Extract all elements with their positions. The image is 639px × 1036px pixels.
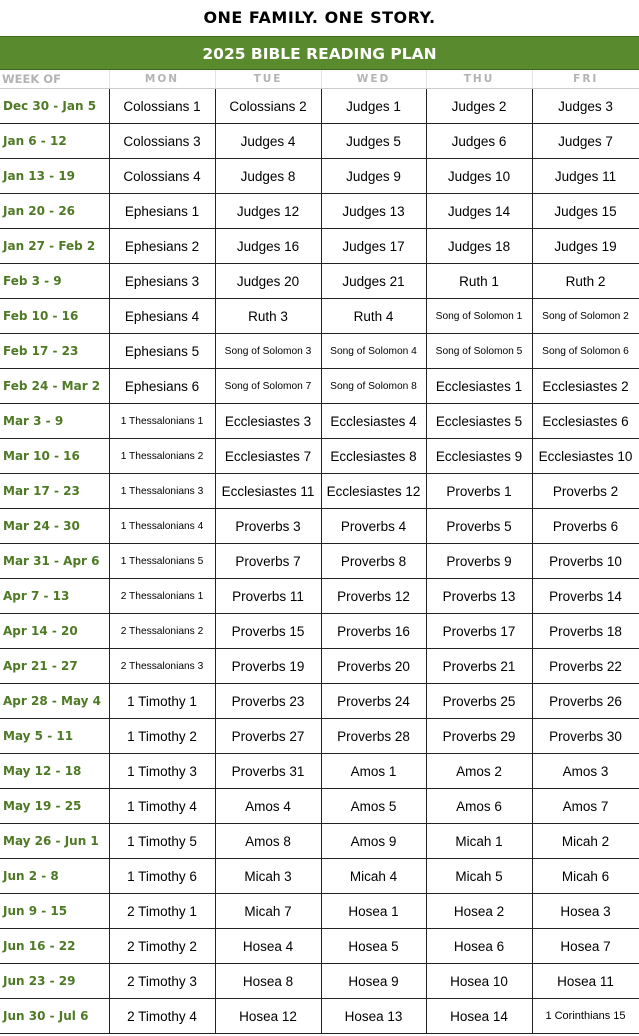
table-row [0, 369, 639, 404]
reading-cell-mon: Ephesians 1 [109, 194, 215, 229]
reading-cell-wed: Proverbs 8 [321, 544, 426, 579]
table-row [0, 299, 639, 334]
table-row [0, 264, 639, 299]
table-row [0, 509, 639, 544]
reading-cell-thu: Ecclesiastes 1 [426, 369, 532, 404]
reading-cell-thu: Proverbs 25 [426, 684, 532, 719]
week-of-cell: Jun 2 - 8 [0, 859, 109, 894]
reading-cell-tue: Song of Solomon 3 [215, 334, 321, 369]
week-of-cell: Mar 10 - 16 [0, 439, 109, 474]
reading-cell-mon: 1 Timothy 2 [109, 719, 215, 754]
reading-cell-fri: Micah 2 [532, 824, 639, 859]
week-of-cell: Feb 17 - 23 [0, 334, 109, 369]
reading-cell-fri: Amos 7 [532, 789, 639, 824]
reading-cell-wed: Judges 5 [321, 124, 426, 159]
reading-cell-mon: Ephesians 4 [109, 299, 215, 334]
reading-cell-wed: Amos 1 [321, 754, 426, 789]
reading-cell-wed: Judges 9 [321, 159, 426, 194]
week-of-cell: Feb 24 - Mar 2 [0, 369, 109, 404]
reading-cell-tue: Amos 8 [215, 824, 321, 859]
reading-cell-mon: Colossians 1 [109, 89, 215, 124]
reading-cell-tue: Ecclesiastes 3 [215, 404, 321, 439]
table-row [0, 229, 639, 264]
week-of-cell: Mar 24 - 30 [0, 509, 109, 544]
week-of-cell: Jun 30 - Jul 6 [0, 999, 109, 1034]
reading-cell-thu: Micah 5 [426, 859, 532, 894]
reading-cell-wed: Ecclesiastes 8 [321, 439, 426, 474]
reading-cell-mon: 2 Timothy 3 [109, 964, 215, 999]
reading-cell-mon: 1 Thessalonians 2 [109, 439, 215, 474]
reading-cell-thu: Song of Solomon 1 [426, 299, 532, 334]
week-of-cell: May 19 - 25 [0, 789, 109, 824]
table-row [0, 649, 639, 684]
table-row [0, 859, 639, 894]
reading-cell-fri: Proverbs 2 [532, 474, 639, 509]
reading-cell-fri: Ruth 2 [532, 264, 639, 299]
reading-cell-wed: Judges 13 [321, 194, 426, 229]
reading-cell-fri: Amos 3 [532, 754, 639, 789]
table-row [0, 824, 639, 859]
reading-cell-tue: Colossians 2 [215, 89, 321, 124]
reading-cell-mon: 2 Timothy 1 [109, 894, 215, 929]
table-row [0, 964, 639, 999]
reading-cell-wed: Hosea 13 [321, 999, 426, 1034]
reading-cell-tue: Hosea 4 [215, 929, 321, 964]
week-of-cell: Apr 28 - May 4 [0, 684, 109, 719]
week-of-cell: Jan 27 - Feb 2 [0, 229, 109, 264]
table-row [0, 579, 639, 614]
week-of-cell: Jun 23 - 29 [0, 964, 109, 999]
reading-cell-mon: 1 Timothy 3 [109, 754, 215, 789]
week-of-cell: Jan 20 - 26 [0, 194, 109, 229]
reading-cell-fri: Ecclesiastes 2 [532, 369, 639, 404]
table-row [0, 439, 639, 474]
reading-cell-tue: Judges 12 [215, 194, 321, 229]
reading-cell-tue: Song of Solomon 7 [215, 369, 321, 404]
reading-cell-fri: Song of Solomon 2 [532, 299, 639, 334]
reading-cell-thu: Proverbs 21 [426, 649, 532, 684]
table-row [0, 754, 639, 789]
table-row [0, 719, 639, 754]
reading-cell-tue: Ecclesiastes 11 [215, 474, 321, 509]
reading-cell-mon: 1 Thessalonians 4 [109, 509, 215, 544]
reading-cell-thu: Hosea 6 [426, 929, 532, 964]
reading-cell-thu: Hosea 10 [426, 964, 532, 999]
reading-cell-fri: Judges 7 [532, 124, 639, 159]
table-row [0, 894, 639, 929]
table-row [0, 474, 639, 509]
reading-cell-mon: 1 Timothy 4 [109, 789, 215, 824]
reading-cell-fri: Ecclesiastes 6 [532, 404, 639, 439]
table-row [0, 614, 639, 649]
reading-cell-wed: Judges 1 [321, 89, 426, 124]
reading-cell-mon: 1 Thessalonians 5 [109, 544, 215, 579]
reading-cell-wed: Micah 4 [321, 859, 426, 894]
reading-cell-fri: Hosea 3 [532, 894, 639, 929]
column-header-thu: THU [426, 70, 532, 89]
column-header-mon: MON [109, 70, 215, 89]
reading-cell-mon: 2 Thessalonians 2 [109, 614, 215, 649]
reading-cell-tue: Hosea 8 [215, 964, 321, 999]
reading-cell-mon: Colossians 4 [109, 159, 215, 194]
reading-cell-fri: Song of Solomon 6 [532, 334, 639, 369]
reading-cell-tue: Amos 4 [215, 789, 321, 824]
week-of-cell: Jun 16 - 22 [0, 929, 109, 964]
reading-cell-thu: Judges 18 [426, 229, 532, 264]
reading-cell-thu: Proverbs 29 [426, 719, 532, 754]
column-header-wed: WED [321, 70, 426, 89]
table-body [0, 89, 639, 1034]
week-of-cell: Apr 14 - 20 [0, 614, 109, 649]
reading-cell-fri: Proverbs 26 [532, 684, 639, 719]
reading-cell-tue: Micah 7 [215, 894, 321, 929]
reading-cell-wed: Proverbs 28 [321, 719, 426, 754]
reading-cell-mon: Ephesians 3 [109, 264, 215, 299]
reading-cell-fri: Proverbs 18 [532, 614, 639, 649]
week-of-cell: Feb 3 - 9 [0, 264, 109, 299]
reading-cell-wed: Song of Solomon 8 [321, 369, 426, 404]
table-row [0, 194, 639, 229]
week-of-cell: May 12 - 18 [0, 754, 109, 789]
reading-cell-fri: Proverbs 22 [532, 649, 639, 684]
reading-cell-fri: Judges 11 [532, 159, 639, 194]
reading-plan-table [0, 70, 639, 1034]
reading-cell-fri: Hosea 11 [532, 964, 639, 999]
reading-cell-fri: Judges 3 [532, 89, 639, 124]
table-row [0, 159, 639, 194]
table-row [0, 789, 639, 824]
week-of-cell: Feb 10 - 16 [0, 299, 109, 334]
reading-cell-tue: Judges 4 [215, 124, 321, 159]
reading-cell-tue: Proverbs 15 [215, 614, 321, 649]
reading-cell-mon: 1 Timothy 5 [109, 824, 215, 859]
week-of-cell: May 26 - Jun 1 [0, 824, 109, 859]
reading-cell-tue: Proverbs 27 [215, 719, 321, 754]
reading-cell-wed: Proverbs 12 [321, 579, 426, 614]
reading-cell-thu: Micah 1 [426, 824, 532, 859]
reading-cell-tue: Judges 20 [215, 264, 321, 299]
reading-cell-mon: 2 Thessalonians 1 [109, 579, 215, 614]
reading-cell-thu: Hosea 2 [426, 894, 532, 929]
page-tagline: ONE FAMILY. ONE STORY. [203, 8, 436, 27]
column-header-week: WEEK OF [0, 70, 109, 89]
column-header-tue: TUE [215, 70, 321, 89]
column-header-fri: FRI [532, 70, 639, 89]
reading-cell-fri: Proverbs 6 [532, 509, 639, 544]
reading-cell-fri: Hosea 7 [532, 929, 639, 964]
reading-cell-tue: Micah 3 [215, 859, 321, 894]
reading-cell-tue: Hosea 12 [215, 999, 321, 1034]
reading-cell-tue: Proverbs 3 [215, 509, 321, 544]
reading-cell-thu: Hosea 14 [426, 999, 532, 1034]
week-of-cell: Jan 13 - 19 [0, 159, 109, 194]
reading-cell-tue: Proverbs 31 [215, 754, 321, 789]
reading-cell-fri: Proverbs 14 [532, 579, 639, 614]
reading-cell-thu: Song of Solomon 5 [426, 334, 532, 369]
table-row [0, 404, 639, 439]
reading-cell-wed: Hosea 9 [321, 964, 426, 999]
header-row [0, 70, 639, 89]
reading-cell-mon: Ephesians 2 [109, 229, 215, 264]
reading-cell-thu: Proverbs 13 [426, 579, 532, 614]
reading-cell-fri: 1 Corinthians 15 [532, 999, 639, 1034]
reading-cell-wed: Ecclesiastes 4 [321, 404, 426, 439]
reading-cell-thu: Proverbs 5 [426, 509, 532, 544]
plan-title-banner: 2025 BIBLE READING PLAN [0, 36, 639, 70]
reading-cell-tue: Proverbs 11 [215, 579, 321, 614]
reading-cell-mon: Ephesians 5 [109, 334, 215, 369]
reading-cell-thu: Judges 6 [426, 124, 532, 159]
reading-cell-mon: 2 Timothy 4 [109, 999, 215, 1034]
reading-cell-mon: 1 Timothy 1 [109, 684, 215, 719]
table-row [0, 544, 639, 579]
reading-cell-fri: Ecclesiastes 10 [532, 439, 639, 474]
reading-cell-thu: Amos 2 [426, 754, 532, 789]
reading-cell-fri: Judges 19 [532, 229, 639, 264]
reading-cell-wed: Hosea 1 [321, 894, 426, 929]
reading-cell-wed: Amos 9 [321, 824, 426, 859]
reading-cell-thu: Ecclesiastes 5 [426, 404, 532, 439]
reading-cell-wed: Proverbs 20 [321, 649, 426, 684]
reading-cell-mon: Colossians 3 [109, 124, 215, 159]
reading-cell-tue: Judges 16 [215, 229, 321, 264]
reading-cell-wed: Hosea 5 [321, 929, 426, 964]
week-of-cell: Mar 31 - Apr 6 [0, 544, 109, 579]
table-row [0, 334, 639, 369]
reading-cell-thu: Proverbs 9 [426, 544, 532, 579]
reading-cell-wed: Proverbs 4 [321, 509, 426, 544]
table-row [0, 89, 639, 124]
reading-cell-wed: Judges 17 [321, 229, 426, 264]
reading-cell-thu: Proverbs 1 [426, 474, 532, 509]
reading-cell-tue: Proverbs 23 [215, 684, 321, 719]
reading-cell-tue: Ecclesiastes 7 [215, 439, 321, 474]
reading-cell-wed: Ruth 4 [321, 299, 426, 334]
reading-cell-thu: Ruth 1 [426, 264, 532, 299]
reading-cell-fri: Micah 6 [532, 859, 639, 894]
table-row [0, 684, 639, 719]
reading-cell-mon: 2 Thessalonians 3 [109, 649, 215, 684]
reading-cell-thu: Judges 10 [426, 159, 532, 194]
week-of-cell: Jun 9 - 15 [0, 894, 109, 929]
table-row [0, 929, 639, 964]
reading-cell-thu: Judges 2 [426, 89, 532, 124]
reading-cell-wed: Proverbs 24 [321, 684, 426, 719]
week-of-cell: Jan 6 - 12 [0, 124, 109, 159]
table-header [0, 70, 639, 89]
week-of-cell: Dec 30 - Jan 5 [0, 89, 109, 124]
reading-cell-mon: 2 Timothy 2 [109, 929, 215, 964]
reading-cell-thu: Proverbs 17 [426, 614, 532, 649]
reading-cell-fri: Proverbs 30 [532, 719, 639, 754]
reading-cell-mon: 1 Thessalonians 1 [109, 404, 215, 439]
reading-cell-tue: Proverbs 7 [215, 544, 321, 579]
reading-cell-wed: Song of Solomon 4 [321, 334, 426, 369]
reading-cell-tue: Judges 8 [215, 159, 321, 194]
week-of-cell: Apr 21 - 27 [0, 649, 109, 684]
reading-cell-tue: Ruth 3 [215, 299, 321, 334]
reading-cell-wed: Ecclesiastes 12 [321, 474, 426, 509]
reading-cell-thu: Amos 6 [426, 789, 532, 824]
week-of-cell: May 5 - 11 [0, 719, 109, 754]
table-row [0, 124, 639, 159]
reading-cell-fri: Proverbs 10 [532, 544, 639, 579]
reading-cell-fri: Judges 15 [532, 194, 639, 229]
reading-cell-thu: Ecclesiastes 9 [426, 439, 532, 474]
week-of-cell: Apr 7 - 13 [0, 579, 109, 614]
reading-cell-wed: Judges 21 [321, 264, 426, 299]
reading-cell-wed: Proverbs 16 [321, 614, 426, 649]
table-row [0, 999, 639, 1034]
week-of-cell: Mar 17 - 23 [0, 474, 109, 509]
reading-cell-thu: Judges 14 [426, 194, 532, 229]
reading-cell-tue: Proverbs 19 [215, 649, 321, 684]
reading-cell-mon: 1 Thessalonians 3 [109, 474, 215, 509]
reading-cell-mon: Ephesians 6 [109, 369, 215, 404]
reading-cell-wed: Amos 5 [321, 789, 426, 824]
reading-cell-mon: 1 Timothy 6 [109, 859, 215, 894]
week-of-cell: Mar 3 - 9 [0, 404, 109, 439]
